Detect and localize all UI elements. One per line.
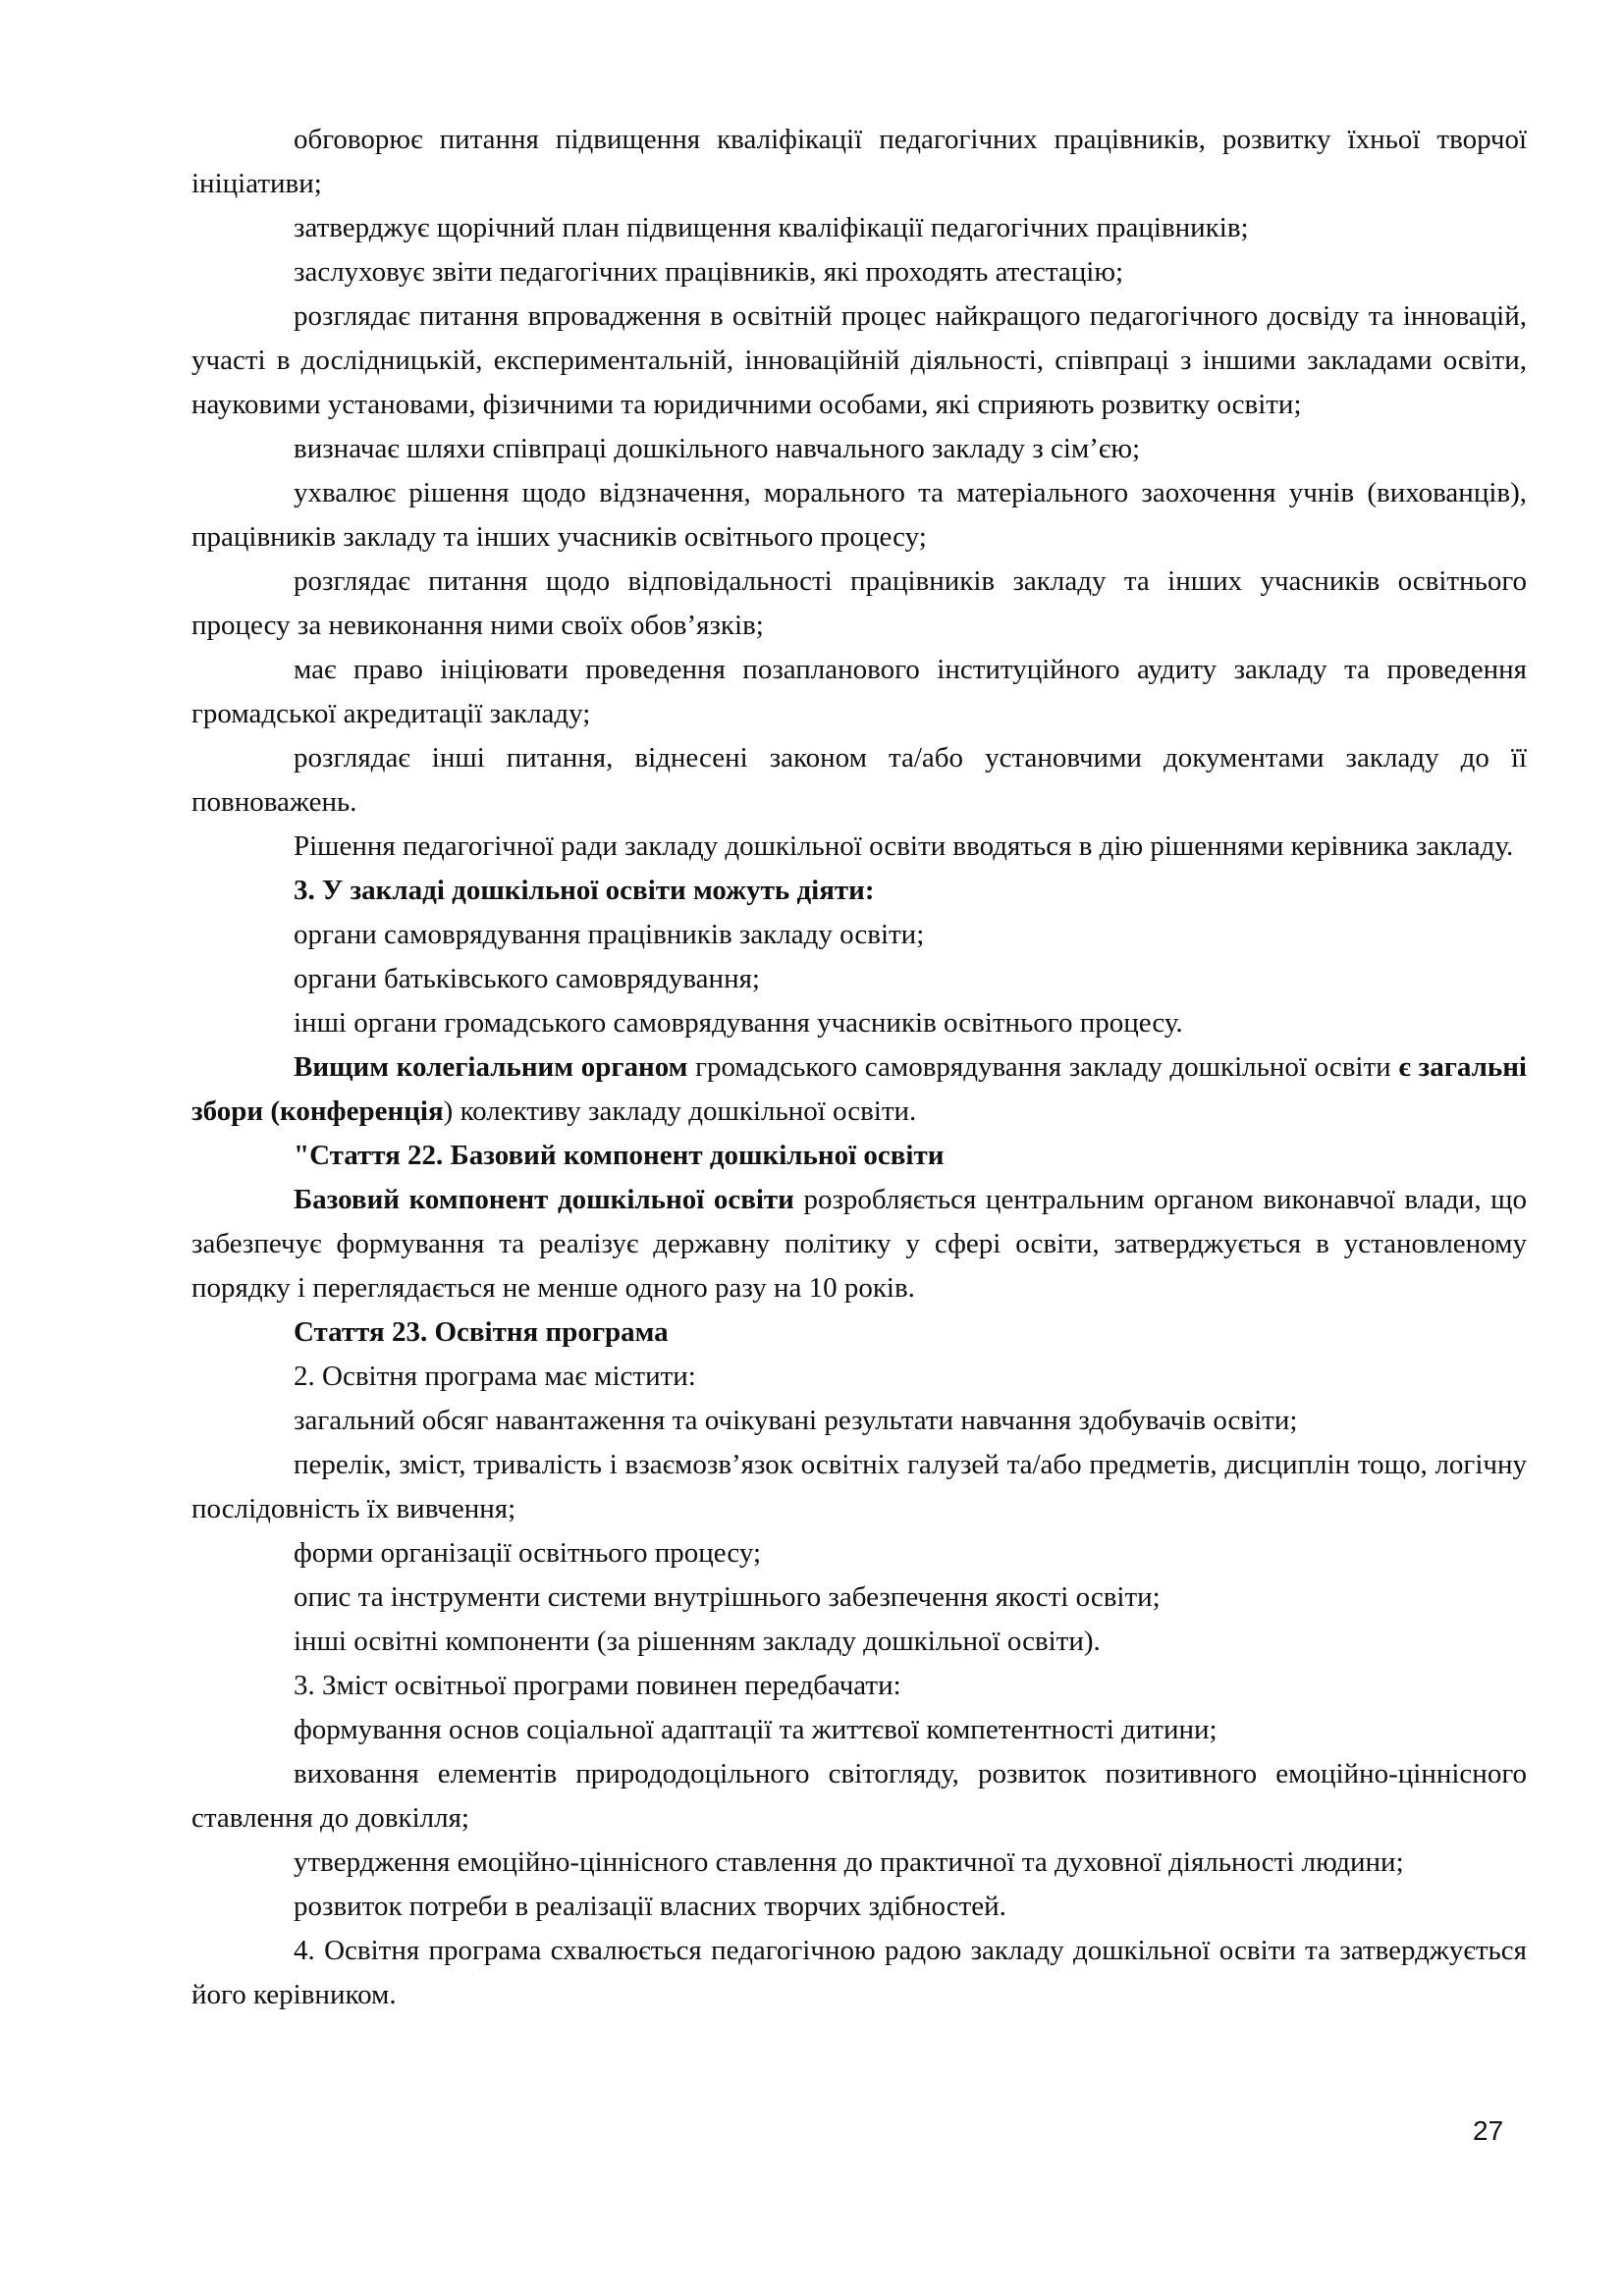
paragraph [191,427,1527,471]
text-run: 3. Зміст освітньої програми повинен передбачати: [294,1670,901,1701]
text-run: утвердження емоційно-ціннісного ставлення до практичної та духовної діяльності людини; [294,1846,1404,1878]
paragraph [191,1929,1527,2017]
document-body [191,118,1527,2017]
paragraph [191,118,1527,206]
bold-text-run: 3. У закладі дошкільної освіти можуть діяти: [294,875,875,906]
paragraph [191,1531,1527,1575]
text-run: розглядає інші питання, віднесені законом та/або установчими документами закладу до її повноважень. [191,742,1527,818]
paragraph [191,1885,1527,1929]
paragraph [191,1399,1527,1443]
text-run: Рішення педагогічної ради закладу дошкільної освіти вводяться в дію рішеннями керівника закладу. [294,830,1514,862]
text-run: органи самоврядування працівників закладу освіти; [294,919,925,950]
paragraph [191,913,1527,957]
paragraph [191,1045,1527,1134]
text-run: має право ініціювати проведення позапланового інституційного аудиту закладу та проведення громадської акредитації закладу; [191,654,1527,729]
paragraph [191,1310,1527,1355]
text-run: виховання елементів природодоцільного світогляду, розвиток позитивного емоційно-ціннісного ставлення до довкілля; [191,1758,1527,1834]
paragraph [191,825,1527,869]
bold-text-run: Вищим колегіальним органом [294,1051,688,1083]
bold-text-run: Стаття 23. Освітня програма [294,1316,669,1348]
text-run: форми організації освітнього процесу; [294,1537,762,1569]
paragraph [191,1178,1527,1310]
paragraph [191,648,1527,736]
text-run: органи батьківського самоврядування; [294,963,760,994]
paragraph [191,736,1527,825]
bold-text-run: "Стаття 22. Базовий компонент дошкільної освіти [294,1140,945,1171]
paragraph [191,471,1527,560]
paragraph [191,1134,1527,1178]
text-run: розглядає питання впровадження в освітній процес найкращого педагогічного досвіду та інновацій, участі в дослідницькій, експериментальній, інноваційній діяльності, співпраці з іншими закладами освіти, науковими установами, фізичними та юридичними особами, які сприяють розвитку освіти; [191,300,1527,420]
text-run: загальний обсяг навантаження та очікувані результати навчання здобувачів освіти; [294,1405,1298,1436]
text-run: формування основ соціальної адаптації та життєвої компетентності дитини; [294,1714,1218,1745]
text-run: громадського самоврядування закладу дошкільної освіти [687,1051,1399,1083]
paragraph [191,1443,1527,1531]
paragraph [191,1664,1527,1708]
paragraph [191,206,1527,250]
text-run: опис та інструменти системи внутрішнього забезпечення якості освіти; [294,1581,1161,1613]
paragraph [191,957,1527,1001]
paragraph [191,294,1527,427]
text-run: 4. Освітня програма схвалюється педагогічною радою закладу дошкільної освіти та затверджується його керівником. [191,1935,1527,2010]
text-run: ухвалює рішення щодо відзначення, морального та матеріального заохочення учнів (вихованців), працівників закладу та інших учасників освітнього процесу; [191,477,1527,553]
text-run: 2. Освітня програма має містити: [294,1361,696,1392]
text-run: затверджує щорічний план підвищення кваліфікації педагогічних працівників; [294,212,1249,243]
bold-text-run: Базовий компонент дошкільної освіти [294,1184,794,1215]
text-run: ) колективу закладу дошкільної освіти. [443,1095,917,1127]
text-run: інші органи громадського самоврядування учасників освітнього процесу. [294,1007,1183,1039]
text-run: перелік, зміст, тривалість і взаємозв’язок освітніх галузей та/або предметів, дисциплін тощо, логічну послідовність їх вивчення; [191,1449,1527,1524]
page-number: 27 [1473,2115,1504,2146]
bold-text-run: є загальні збори (конференція [191,1051,1527,1127]
paragraph [191,869,1527,913]
paragraph [191,1841,1527,1885]
paragraph [191,560,1527,648]
paragraph [191,1575,1527,1620]
text-run: розглядає питання щодо відповідальності працівників закладу та інших учасників освітнього процесу за невиконання ними своїх обов’язків; [191,565,1527,641]
text-run: обговорює питання підвищення кваліфікації педагогічних працівників, розвитку їхньої творчої ініціативи; [191,124,1527,199]
paragraph [191,1355,1527,1399]
text-run: заслуховує звіти педагогічних працівників, які проходять атестацію; [294,256,1124,288]
paragraph [191,1620,1527,1664]
paragraph [191,1708,1527,1752]
text-run: розвиток потреби в реалізації власних творчих здібностей. [294,1891,1006,1922]
paragraph [191,250,1527,294]
text-run: визначає шляхи співпраці дошкільного навчального закладу з сім’єю; [294,433,1141,464]
text-run: розробляється центральним органом виконавчої влади, що забезпечує формування та реалізує державну політику у сфері освіти, затверджується в установленому порядку і переглядається не менше одного разу на 10 років. [191,1184,1527,1304]
text-run: інші освітні компоненти (за рішенням закладу дошкільної освіти). [294,1626,1101,1657]
paragraph [191,1001,1527,1045]
paragraph [191,1752,1527,1841]
